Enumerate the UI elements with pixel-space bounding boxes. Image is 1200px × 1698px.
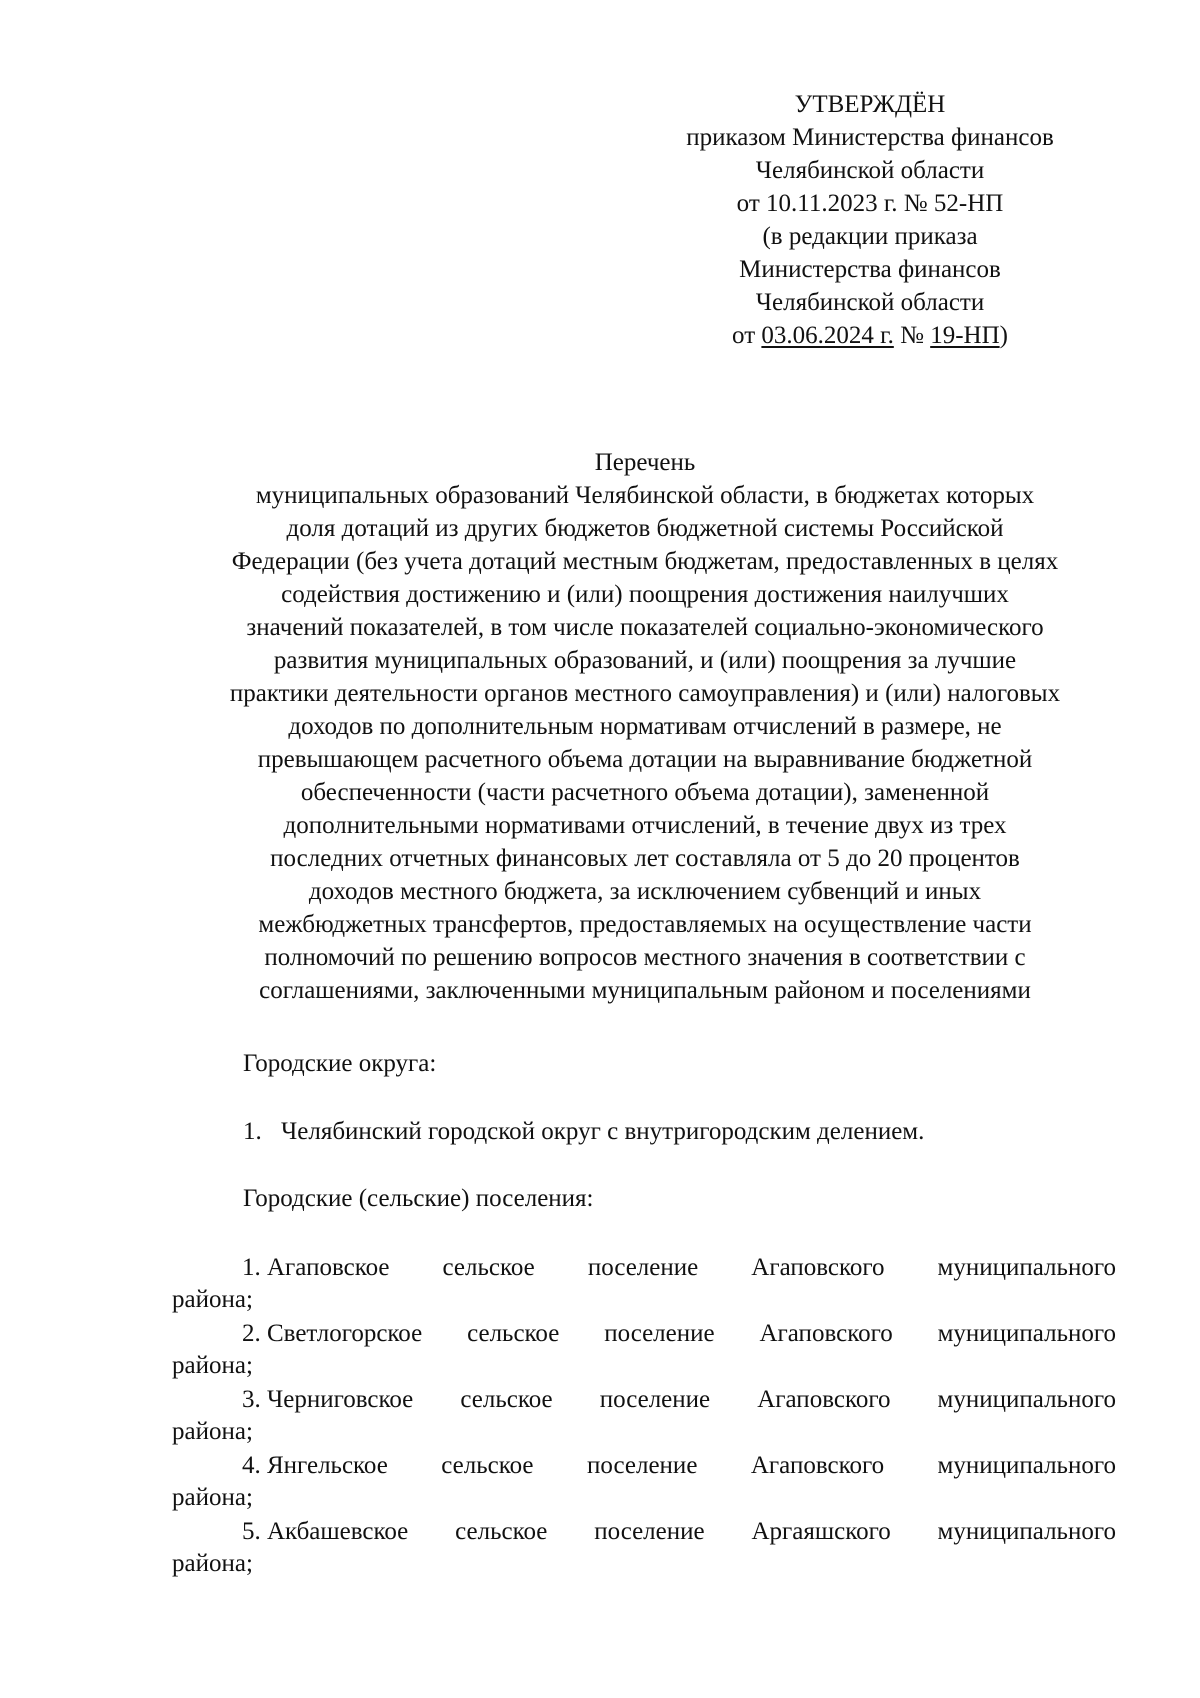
list-item-word: сельское [455,1518,548,1545]
list-item-word: 5. Акбашевское [242,1518,409,1545]
list-item-word: сельское [442,1254,535,1281]
list-item-word: поселение [587,1254,699,1281]
approval-line: (в редакции приказа [762,223,978,250]
approval-suffix: ) [999,322,1008,349]
section-heading-settlements: Городские (сельские) поселения: [243,1185,594,1212]
list-item-word: поселение [594,1518,705,1545]
list-item [172,1516,1116,1582]
title-line: развития муниципальных образований, и (или) поощрения за лучшие [273,647,1017,674]
approval-middle: № [893,322,931,349]
list-item-word: муниципального [937,1320,1116,1347]
list-item-word: Аргаяшского [751,1518,891,1545]
list-item-line [172,1318,1116,1350]
title-line: Федерации (без учета дотаций местным бюджетам, предоставленных в целях [231,548,1059,575]
approval-line: УТВЕРЖДЁН [794,91,946,118]
list-item-text: Челябинский городской округ с внутригородским делением. [281,1118,925,1145]
list-item [172,1384,1116,1450]
list-item-word: Агаповского [759,1320,893,1347]
list-item-word: муниципального [937,1452,1116,1479]
title-line: межбюджетных трансфертов, предоставляемых на осуществление части [258,911,1032,938]
document-title [170,446,1120,1007]
approval-number: 19-НП [930,322,1000,349]
list-item-tail: района; [172,1484,253,1511]
list-item-word: Агаповского [750,1452,885,1479]
title-line: доля дотаций из других бюджетов бюджетной системы Российской [286,515,1004,542]
approval-line: Министерства финансов [739,256,1001,283]
list-item-word: сельское [467,1320,560,1347]
list-item-tail: района; [172,1286,253,1313]
title-line: доходов по дополнительным нормативам отчислений в размере, не [288,713,1002,740]
list-item-word: 3. Черниговское [242,1386,414,1413]
section-heading-urban-districts: Городские округа: [243,1050,437,1077]
list-item-word: муниципального [937,1518,1116,1545]
settlement-list [172,1252,1116,1582]
approval-line-last [640,319,1100,352]
list-item [172,1450,1116,1516]
title-line: полномочий по решению вопросов местного значения в соответствии с [264,944,1026,971]
list-item-word: муниципального [937,1254,1116,1281]
list-item-tail: района; [172,1352,253,1379]
list-item-word: сельское [441,1452,534,1479]
list-item-word: 1. Агаповское [242,1254,390,1281]
list-item-tail: района; [172,1418,253,1445]
list-item-line [172,1516,1116,1548]
approval-line: от 10.11.2023 г. № 52-НП [736,190,1004,217]
approval-date: 03.06.2024 г. [761,322,894,349]
title-heading: Перечень [594,449,696,476]
list-item-number: 1. [243,1118,262,1145]
approval-line: Челябинской области [755,289,985,316]
approval-prefix: от [732,322,762,349]
title-line: содействия достижению и (или) поощрения достижения наилучших [281,581,1009,608]
list-item-word: Агаповского [757,1386,891,1413]
title-line: соглашениями, заключенными муниципальным районом и поселениями [259,977,1031,1004]
list-item-word: 4. Янгельское [242,1452,388,1479]
title-line: муниципальных образований Челябинской области, в бюджетах которых [255,482,1035,509]
title-line: дополнительными нормативами отчислений, в течение двух из трех [283,812,1007,839]
list-item-word: поселение [586,1452,698,1479]
approval-line: Челябинской области [755,157,985,184]
approval-line: приказом Министерства финансов [686,124,1054,151]
title-line: обеспеченности (части расчетного объема дотации), замененной [300,779,990,806]
list-item-tail: района; [172,1550,253,1577]
list-item-word: сельское [460,1386,553,1413]
list-item-word: Агаповского [751,1254,885,1281]
list-item [172,1252,1116,1318]
title-line: последних отчетных финансовых лет составляла от 5 до 20 процентов [270,845,1020,872]
list-item [243,1118,924,1146]
list-item-word: поселение [599,1386,711,1413]
title-line: значений показателей, в том числе показателей социально-экономического [246,614,1044,641]
list-item-word: муниципального [937,1386,1116,1413]
list-item-line [172,1450,1116,1482]
title-line: превышающем расчетного объема дотации на выравнивание бюджетной [257,746,1033,773]
list-item-line [172,1384,1116,1416]
list-item-line [172,1252,1116,1284]
title-line: доходов местного бюджета, за исключением субвенций и иных [308,878,982,905]
list-item [172,1318,1116,1384]
list-item-word: поселение [604,1320,715,1347]
approval-block [640,88,1100,352]
title-line: практики деятельности органов местного самоуправления) и (или) налоговых [229,680,1061,707]
list-item-word: 2. Светлогорское [242,1320,423,1347]
